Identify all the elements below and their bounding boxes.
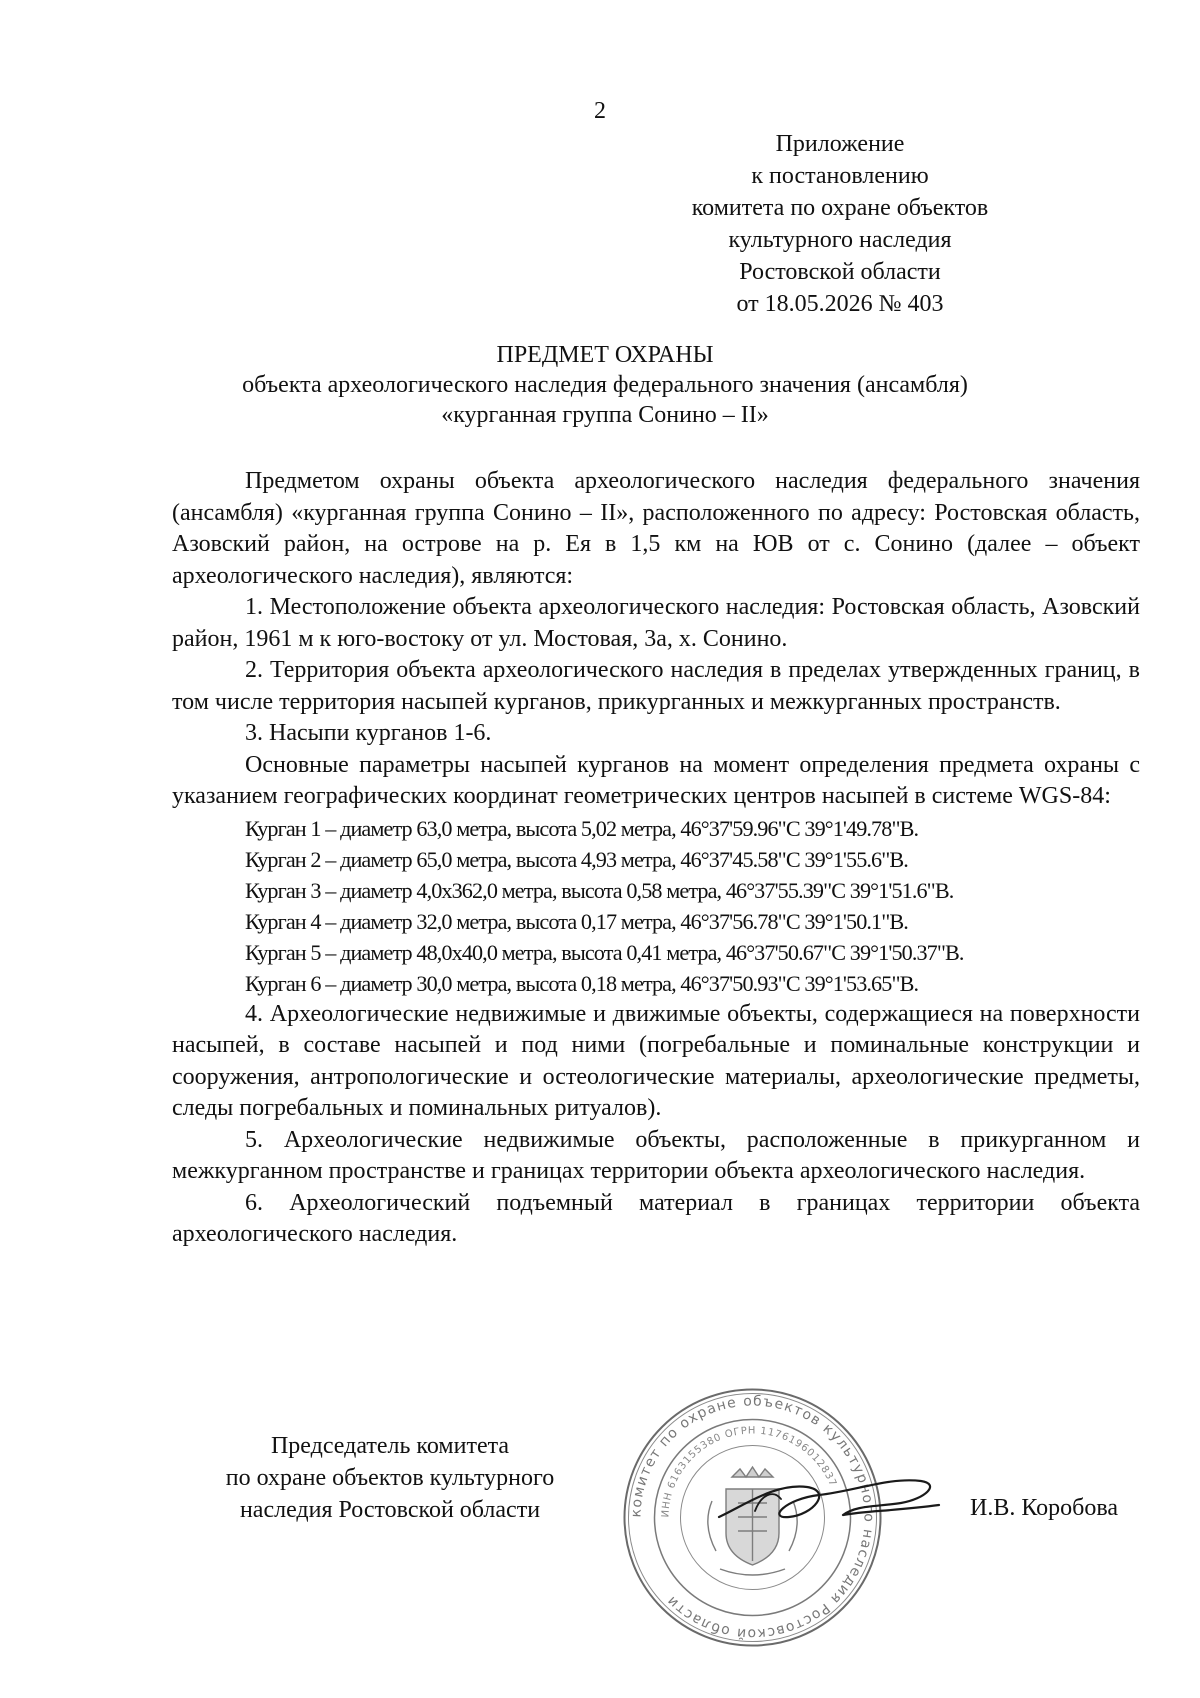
item-5-objects: 5. Археологические недвижимые объекты, расположенные в прикурганном и межкурганном пространстве и границах территории объекта археологического наследия.	[172, 1126, 1140, 1184]
appendix-line: к постановлению	[751, 163, 929, 189]
intro-paragraph: Предметом охраны объекта археологического наследия федерального значения (ансамбля) «курганная группа Сонино – II», расположенного по адресу: Ростовская область, Азовский район, на острове на р. Ея в 1,5 км на ЮВ от с. Сонино (далее – объект археологического наследия), являются:	[172, 468, 1140, 589]
appendix-block	[690, 128, 990, 320]
handwritten-signature	[715, 1465, 945, 1535]
appendix-line: комитета по охране объектов	[691, 195, 989, 221]
stamp-outer-text: комитет по охране объектов культурного наследия Ростовской области	[628, 1393, 877, 1642]
item-4-objects: 4. Археологические недвижимые и движимые объекты, содержащиеся на поверхности насыпей, в составе насыпей и под ними (погребальные и поминальные конструкции и сооружения, антропологические и остеологические материалы, археологические предметы, следы погребальных и поминальных ритуалов).	[172, 1000, 1140, 1121]
item-2-territory: 2. Территория объекта археологического наследия в пределах утвержденных границ, в том числе территория насыпей курганов, прикурганных и межкурганных пространств.	[172, 657, 1140, 715]
kurgan-item: Курган 6 – диаметр 30,0 метра, высота 0,18 метра, 46°37'50.93"С 39°1'53.65"В.	[245, 970, 919, 996]
kurgan-item: Курган 2 – диаметр 65,0 метра, высота 4,93 метра, 46°37'45.58"С 39°1'55.6"В.	[245, 846, 908, 872]
params-paragraph: Основные параметры насыпей курганов на момент определения предмета охраны с указанием географических координат геометрических центров насыпей в системе WGS-84:	[172, 751, 1140, 809]
item-1-location: 1. Местоположение объекта археологического наследия: Ростовская область, Азовский район, 1961 м к юго-востоку от ул. Мостовая, 3а, х. Сонино.	[172, 594, 1140, 652]
title-object-name: «курганная группа Сонино – II»	[441, 402, 769, 428]
stamp-inner-text: ИНН 6163155380 ОГРН 1176196012837	[660, 1425, 839, 1518]
document-body	[172, 466, 1140, 1251]
page-number: 2	[594, 98, 606, 124]
item-6-material: 6. Археологический подъемный материал в границах территории объекта археологического наследия.	[172, 1189, 1140, 1247]
kurgan-item: Курган 1 – диаметр 63,0 метра, высота 5,02 метра, 46°37'59.96"С 39°1'49.78"В.	[245, 815, 919, 841]
position-line: по охране объектов культурного	[225, 1465, 555, 1491]
title-subtitle: объекта археологического наследия федерального значения (ансамбля)	[242, 372, 968, 398]
appendix-date-line: от 18.05.2026 № 403	[736, 291, 944, 317]
signatory-position	[180, 1430, 600, 1526]
signatory-name: И.В. Коробова	[970, 1495, 1119, 1521]
kurgan-list	[172, 813, 1140, 999]
appendix-line: Приложение	[775, 131, 905, 157]
document-title	[110, 340, 1100, 430]
appendix-line: культурного наследия	[728, 227, 952, 253]
kurgan-item: Курган 3 – диаметр 4,0х362,0 метра, высота 0,58 метра, 46°37'55.39"С 39°1'51.6"В.	[245, 877, 954, 903]
kurgan-item: Курган 5 – диаметр 48,0х40,0 метра, высота 0,41 метра, 46°37'50.67"С 39°1'50.37"В.	[245, 939, 964, 965]
position-line: Председатель комитета	[270, 1433, 510, 1459]
kurgan-item: Курган 4 – диаметр 32,0 метра, высота 0,17 метра, 46°37'56.78"С 39°1'50.1"В.	[245, 908, 908, 934]
title-main: ПРЕДМЕТ ОХРАНЫ	[496, 342, 714, 368]
appendix-line: Ростовской области	[739, 259, 941, 285]
item-3-mounds: 3. Насыпи курганов 1-6.	[245, 720, 492, 746]
position-line: наследия Ростовской области	[239, 1497, 541, 1523]
